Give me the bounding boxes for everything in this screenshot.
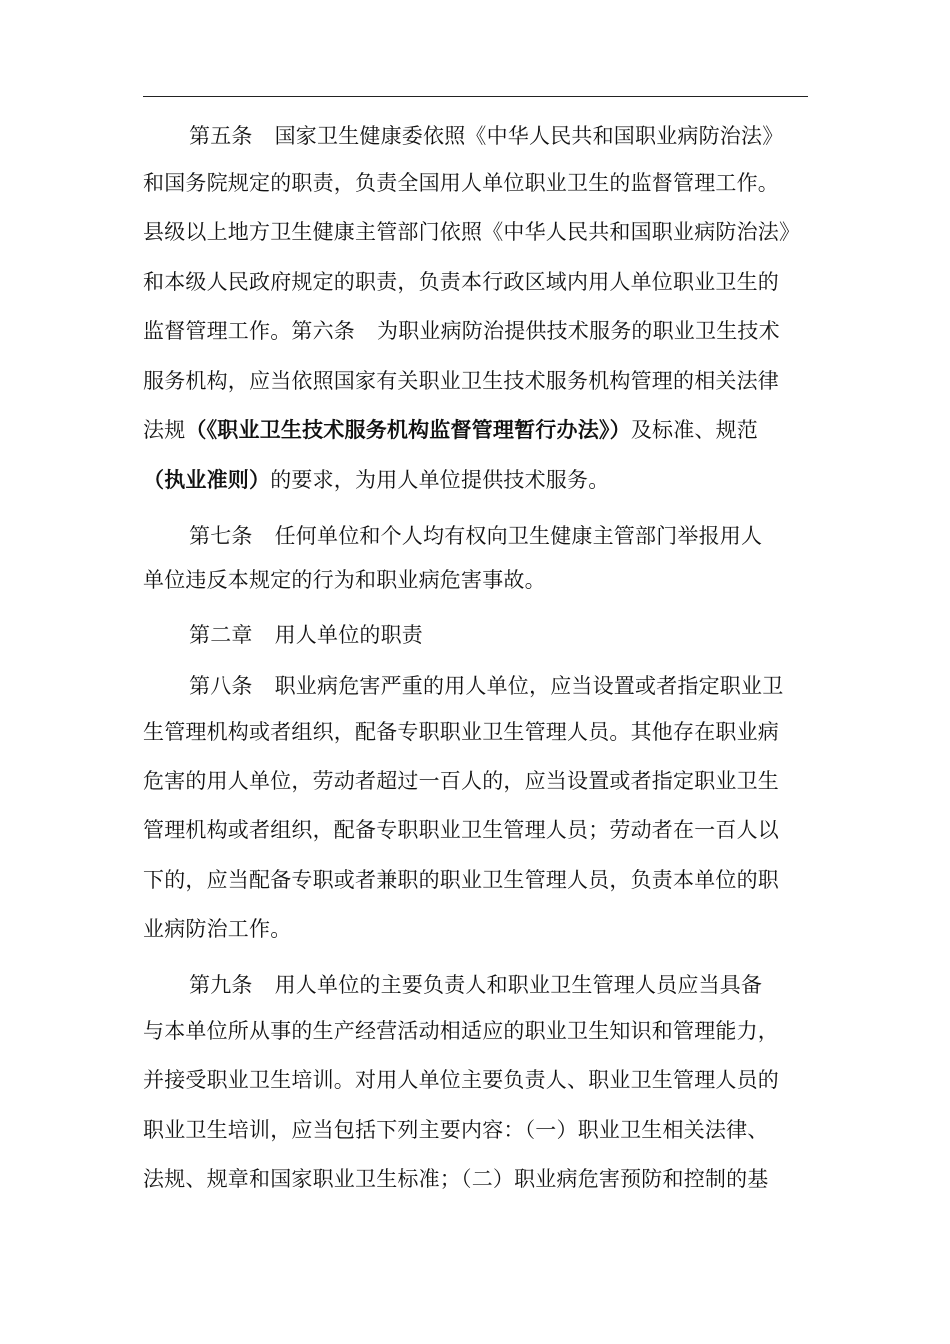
article-8-line-2: 生管理机构或者组织，配备专职职业卫生管理人员。其他存在职业病 xyxy=(143,720,779,744)
article-6-line-3 xyxy=(143,413,823,447)
article-6-line-4 xyxy=(143,463,823,497)
article-5-heading: 第五条 xyxy=(189,124,253,148)
chapter-number: 第二章 xyxy=(189,623,253,647)
article-9-line-4: 职业卫生培训，应当包括下列主要内容：（一）职业卫生相关法律、 xyxy=(143,1118,769,1142)
article-5-line-1 xyxy=(189,119,869,153)
regulation-title: （《职业卫生技术服务机构监督管理暂行办法》） xyxy=(185,418,631,442)
article-8-line-6: 业病防治工作。 xyxy=(143,917,292,941)
article-5-line-2: 和国务院规定的职责，负责全国用人单位职业卫生的监督管理工作。 xyxy=(143,171,779,195)
article-6-text: 的要求，为用人单位提供技术服务。 xyxy=(270,468,610,492)
article-9-line-2: 与本单位所从事的生产经营活动相适应的职业卫生知识和管理能力， xyxy=(143,1019,779,1043)
article-8-heading: 第八条 xyxy=(189,674,253,698)
article-5-text: 国家卫生健康委依照《中华人民共和国职业病防治法》 xyxy=(274,124,784,148)
article-6-text: 及标准、规范 xyxy=(630,418,759,442)
article-7-heading: 第七条 xyxy=(189,524,253,548)
chapter-title: 用人单位的职责 xyxy=(274,623,424,647)
article-5-line-4: 和本级人民政府规定的职责，负责本行政区域内用人单位职业卫生的 xyxy=(143,270,779,294)
article-8-line-3: 危害的用人单位，劳动者超过一百人的，应当设置或者指定职业卫生 xyxy=(143,769,779,793)
article-6-line-2: 服务机构，应当依照国家有关职业卫生技术服务机构管理的相关法律 xyxy=(143,369,779,393)
article-9-line-5: 法规、规章和国家职业卫生标准；（二）职业病危害预防和控制的基 xyxy=(143,1167,769,1191)
article-7-line-1 xyxy=(189,519,869,553)
article-8-text: 职业病危害严重的用人单位，应当设置或者指定职业卫 xyxy=(274,674,784,698)
header-rule xyxy=(143,96,808,97)
article-5-line-3: 县级以上地方卫生健康主管部门依照《中华人民共和国职业病防治法》 xyxy=(143,220,801,244)
article-5-line-5 xyxy=(143,314,823,348)
article-8-line-4: 管理机构或者组织，配备专职职业卫生管理人员；劳动者在一百人以 xyxy=(143,818,779,842)
article-5-text: 监督管理工作。第六条 xyxy=(143,319,355,343)
article-6-text: 法规 xyxy=(143,418,186,442)
chapter-2-heading xyxy=(189,618,869,652)
practice-rules: （执业准则） xyxy=(143,468,271,492)
article-8-line-1 xyxy=(189,669,869,703)
article-9-line-3: 并接受职业卫生培训。对用人单位主要负责人、职业卫生管理人员的 xyxy=(143,1068,779,1092)
article-7-text: 任何单位和个人均有权向卫生健康主管部门举报用人 xyxy=(274,524,763,548)
article-8-line-5: 下的，应当配备专职或者兼职的职业卫生管理人员，负责本单位的职 xyxy=(143,868,779,892)
article-7-line-2: 单位违反本规定的行为和职业病危害事故。 xyxy=(143,568,546,592)
article-9-heading: 第九条 xyxy=(189,973,253,997)
article-9-text: 用人单位的主要负责人和职业卫生管理人员应当具备 xyxy=(274,973,763,997)
article-9-line-1 xyxy=(189,968,869,1002)
article-6-text: 为职业病防治提供技术服务的职业卫生技术 xyxy=(377,319,780,343)
